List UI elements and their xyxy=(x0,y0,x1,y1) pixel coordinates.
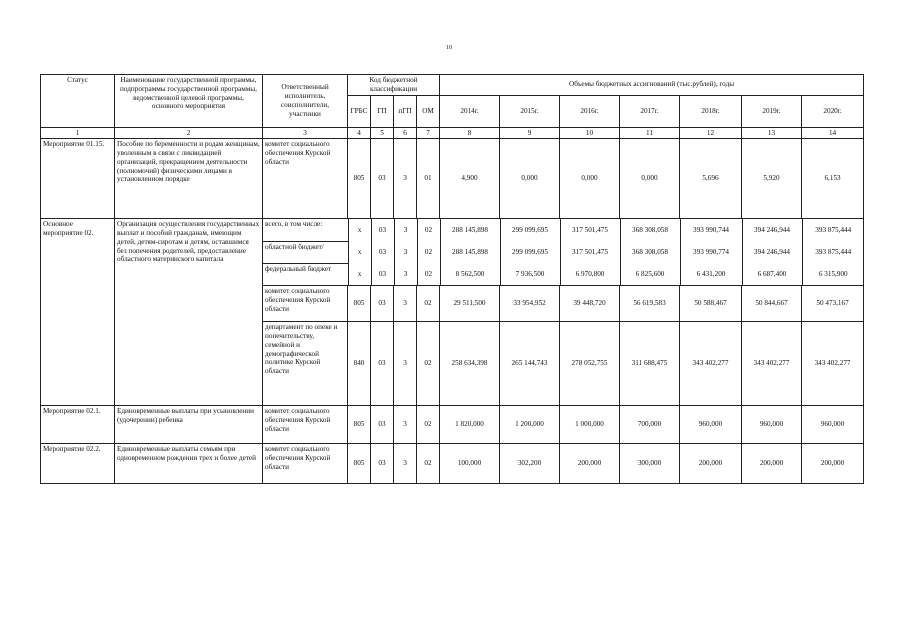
row-value: 343 402,277 xyxy=(802,322,864,406)
row-value: 200,000 xyxy=(742,444,802,484)
row-responsible: департамент по опеке и попечительству, семейной и демографической политике Курской области xyxy=(263,322,348,406)
row-value: 50 844,667 xyxy=(742,286,802,322)
sub-row-om: 02 xyxy=(417,241,440,263)
header-name: Наименование государственной программы, подпрограммы государственной программы, ведомственной целевой программы, основного мероприятия xyxy=(115,75,263,128)
row-grbs: 805 xyxy=(348,139,371,219)
table-row xyxy=(41,219,864,286)
row-value: 300,000 xyxy=(620,444,680,484)
column-number: 6 xyxy=(394,127,417,139)
column-number: 14 xyxy=(802,127,864,139)
sub-row xyxy=(263,263,864,285)
row-value: 100,000 xyxy=(440,444,500,484)
row-value: 343 402,277 xyxy=(742,322,802,406)
sub-row-value: 317 501,475 xyxy=(560,219,620,241)
sub-row-om: 02 xyxy=(417,263,440,285)
row-pgp: 3 xyxy=(394,139,417,219)
row-grbs: 805 xyxy=(348,444,371,484)
sub-row-value: 393 875,444 xyxy=(815,247,852,256)
table-row xyxy=(41,139,864,219)
column-number: 3 xyxy=(263,127,348,139)
row-pgp: 3 xyxy=(394,444,417,484)
row-grbs: 840 xyxy=(348,322,371,406)
row-status: Мероприятие 02.2. xyxy=(41,444,115,484)
sub-row-value: 6 431,200 xyxy=(680,263,742,285)
row-om: 02 xyxy=(417,322,440,406)
sub-row-value: 393 875,444 xyxy=(815,225,852,234)
row-value: 50 473,167 xyxy=(802,286,864,322)
row-value: 265 144,743 xyxy=(500,322,560,406)
table-row xyxy=(41,444,864,484)
row-value: 960,000 xyxy=(802,406,864,444)
page-number: 10 xyxy=(446,45,452,51)
header-status: Статус xyxy=(41,75,115,128)
column-number: 8 xyxy=(440,127,500,139)
row-value: 1 820,000 xyxy=(440,406,500,444)
sub-row xyxy=(263,219,864,241)
row-value: 200,000 xyxy=(802,444,864,484)
column-number: 13 xyxy=(742,127,802,139)
row-value: 343 402,277 xyxy=(680,322,742,406)
sub-row-value: 393 990,774 xyxy=(680,241,742,263)
row-value: 5,920 xyxy=(742,139,802,219)
header-code-gp: ГП xyxy=(371,95,394,127)
header-year: 2017г. xyxy=(620,95,680,127)
header-code-grbs: ГРБС xyxy=(348,95,371,127)
column-number: 9 xyxy=(500,127,560,139)
row-pgp: 3 xyxy=(394,322,417,406)
row-value: 5,696 xyxy=(680,139,742,219)
sub-row-gp: 03 xyxy=(371,219,394,241)
row-value: 311 688,475 xyxy=(620,322,680,406)
header-volumes: Объемы бюджетных ассигнований (тыс.рублей), годы xyxy=(440,75,864,96)
sub-row-grbs: х xyxy=(348,241,371,263)
header-year: 2018г. xyxy=(680,95,742,127)
column-number: 7 xyxy=(417,127,440,139)
row-value: 0,000 xyxy=(560,139,620,219)
header-year: 2019г. xyxy=(742,95,802,127)
column-number: 5 xyxy=(371,127,394,139)
row-value: 302,200 xyxy=(500,444,560,484)
row-responsible: комитет социального обеспечения Курской области xyxy=(263,406,348,444)
row-value: 39 448,720 xyxy=(560,286,620,322)
header-row-1 xyxy=(41,75,864,96)
sub-row-value: 368 308,058 xyxy=(620,241,680,263)
row-value: 56 619,583 xyxy=(620,286,680,322)
row-value: 1 200,000 xyxy=(500,406,560,444)
row-om: 02 xyxy=(417,444,440,484)
row-value: 6,153 xyxy=(802,139,864,219)
header-year: 2016г. xyxy=(560,95,620,127)
header-code-pgp: пГП xyxy=(394,95,417,127)
sub-row-value: 6 315,900 xyxy=(818,269,848,278)
sub-row-responsible: федеральный бюджет xyxy=(263,263,348,285)
sub-row-value: 6 825,600 xyxy=(620,263,680,285)
row-name: Организация осуществления государственных выплат и пособий гражданам, имеющим детей, детям-сиротам и детям, оставшимся без попечения родителей, предоставление областного материнского капитала xyxy=(115,219,263,406)
row-om: 02 xyxy=(417,406,440,444)
row-value: 960,000 xyxy=(742,406,802,444)
row-name: Единовременные выплаты семьям при одновременном рождении трех и более детей xyxy=(115,444,263,484)
sub-row-pgp: 3 xyxy=(394,219,417,241)
header-responsible: Ответственный исполнитель, соисполнители, участники xyxy=(263,75,348,128)
header-year: 2020г. xyxy=(802,95,864,127)
sub-row-value: 288 145,898 xyxy=(440,219,500,241)
column-number: 11 xyxy=(620,127,680,139)
sub-row-value: 299 099,695 xyxy=(500,241,560,263)
row-gp: 03 xyxy=(371,406,394,444)
sub-row-value: 368 308,058 xyxy=(620,219,680,241)
sub-row-value: 6 970,800 xyxy=(560,263,620,285)
row-responsible: комитет социального обеспечения Курской области xyxy=(263,286,348,322)
budget-table xyxy=(40,74,864,484)
header-year: 2015г. xyxy=(500,95,560,127)
row-value: 1 000,000 xyxy=(560,406,620,444)
sub-row-value: 7 936,500 xyxy=(500,263,560,285)
row-value: 278 052,755 xyxy=(560,322,620,406)
row-status: Основное мероприятие 02. xyxy=(41,219,115,406)
sub-row-value: 288 145,898 xyxy=(440,241,500,263)
sub-row-om: 02 xyxy=(417,219,440,241)
header-year: 2014г. xyxy=(440,95,500,127)
row-value: 29 511,500 xyxy=(440,286,500,322)
sub-row-responsible: областной бюджет/ xyxy=(263,241,348,263)
row-om: 02 xyxy=(417,286,440,322)
sub-row xyxy=(263,241,864,263)
row-gp: 03 xyxy=(371,322,394,406)
sub-row-grbs: х xyxy=(348,263,371,285)
row-gp: 03 xyxy=(371,286,394,322)
row-name: Пособие по беременности и родам женщинам, уволенным в связи с ликвидацией организаций, прекращением деятельности (полномочий) физическими лицами в установленном порядке xyxy=(115,139,263,219)
sub-row-pgp: 3 xyxy=(394,263,417,285)
column-number-row xyxy=(41,127,864,139)
row-gp: 03 xyxy=(371,444,394,484)
row-value: 700,000 xyxy=(620,406,680,444)
header-code-om: ОМ xyxy=(417,95,440,127)
row-value: 200,000 xyxy=(560,444,620,484)
row-name: Единовременные выплаты при усыновлении (удочерении) ребенка xyxy=(115,406,263,444)
sub-row-value: 317 501,475 xyxy=(560,241,620,263)
table-row xyxy=(41,406,864,444)
row-gp: 03 xyxy=(371,139,394,219)
column-number: 12 xyxy=(680,127,742,139)
header-budget-code: Код бюджетной классификации xyxy=(348,75,440,96)
row-pgp: 3 xyxy=(394,406,417,444)
row-value: 50 588,467 xyxy=(680,286,742,322)
sub-row-value: 393 990,744 xyxy=(680,219,742,241)
row-grbs: 805 xyxy=(348,286,371,322)
row-responsible: комитет социального обеспечения Курской области xyxy=(263,139,348,219)
column-number: 4 xyxy=(348,127,371,139)
row-value: 200,000 xyxy=(680,444,742,484)
sub-row-value: 6 687,400 xyxy=(742,263,802,285)
sub-row-value: 299 099,695 xyxy=(500,219,560,241)
sub-row-gp: 03 xyxy=(371,241,394,263)
row-value: 4,900 xyxy=(440,139,500,219)
sub-row-value: 394 246,944 xyxy=(742,241,802,263)
sub-row-value: 394 246,944 xyxy=(742,219,802,241)
sub-row-value: 8 562,500 xyxy=(440,263,500,285)
column-number: 1 xyxy=(41,127,115,139)
row-pgp: 3 xyxy=(394,286,417,322)
row-status: Мероприятие 01.15. xyxy=(41,139,115,219)
sub-row-pgp: 3 xyxy=(394,241,417,263)
row-value: 258 634,398 xyxy=(440,322,500,406)
row-om: 01 xyxy=(417,139,440,219)
row-responsible: комитет социального обеспечения Курской области xyxy=(263,444,348,484)
row-value: 0,000 xyxy=(620,139,680,219)
row-grbs: 805 xyxy=(348,406,371,444)
sub-row-responsible: всего, в том числе: xyxy=(263,219,348,241)
row-value: 0,000 xyxy=(500,139,560,219)
sub-row-grbs: х xyxy=(348,219,371,241)
row-value: 960,000 xyxy=(680,406,742,444)
column-number: 2 xyxy=(115,127,263,139)
column-number: 10 xyxy=(560,127,620,139)
row-value: 33 954,952 xyxy=(500,286,560,322)
row-status: Мероприятие 02.1. xyxy=(41,406,115,444)
sub-row-gp: 03 xyxy=(371,263,394,285)
